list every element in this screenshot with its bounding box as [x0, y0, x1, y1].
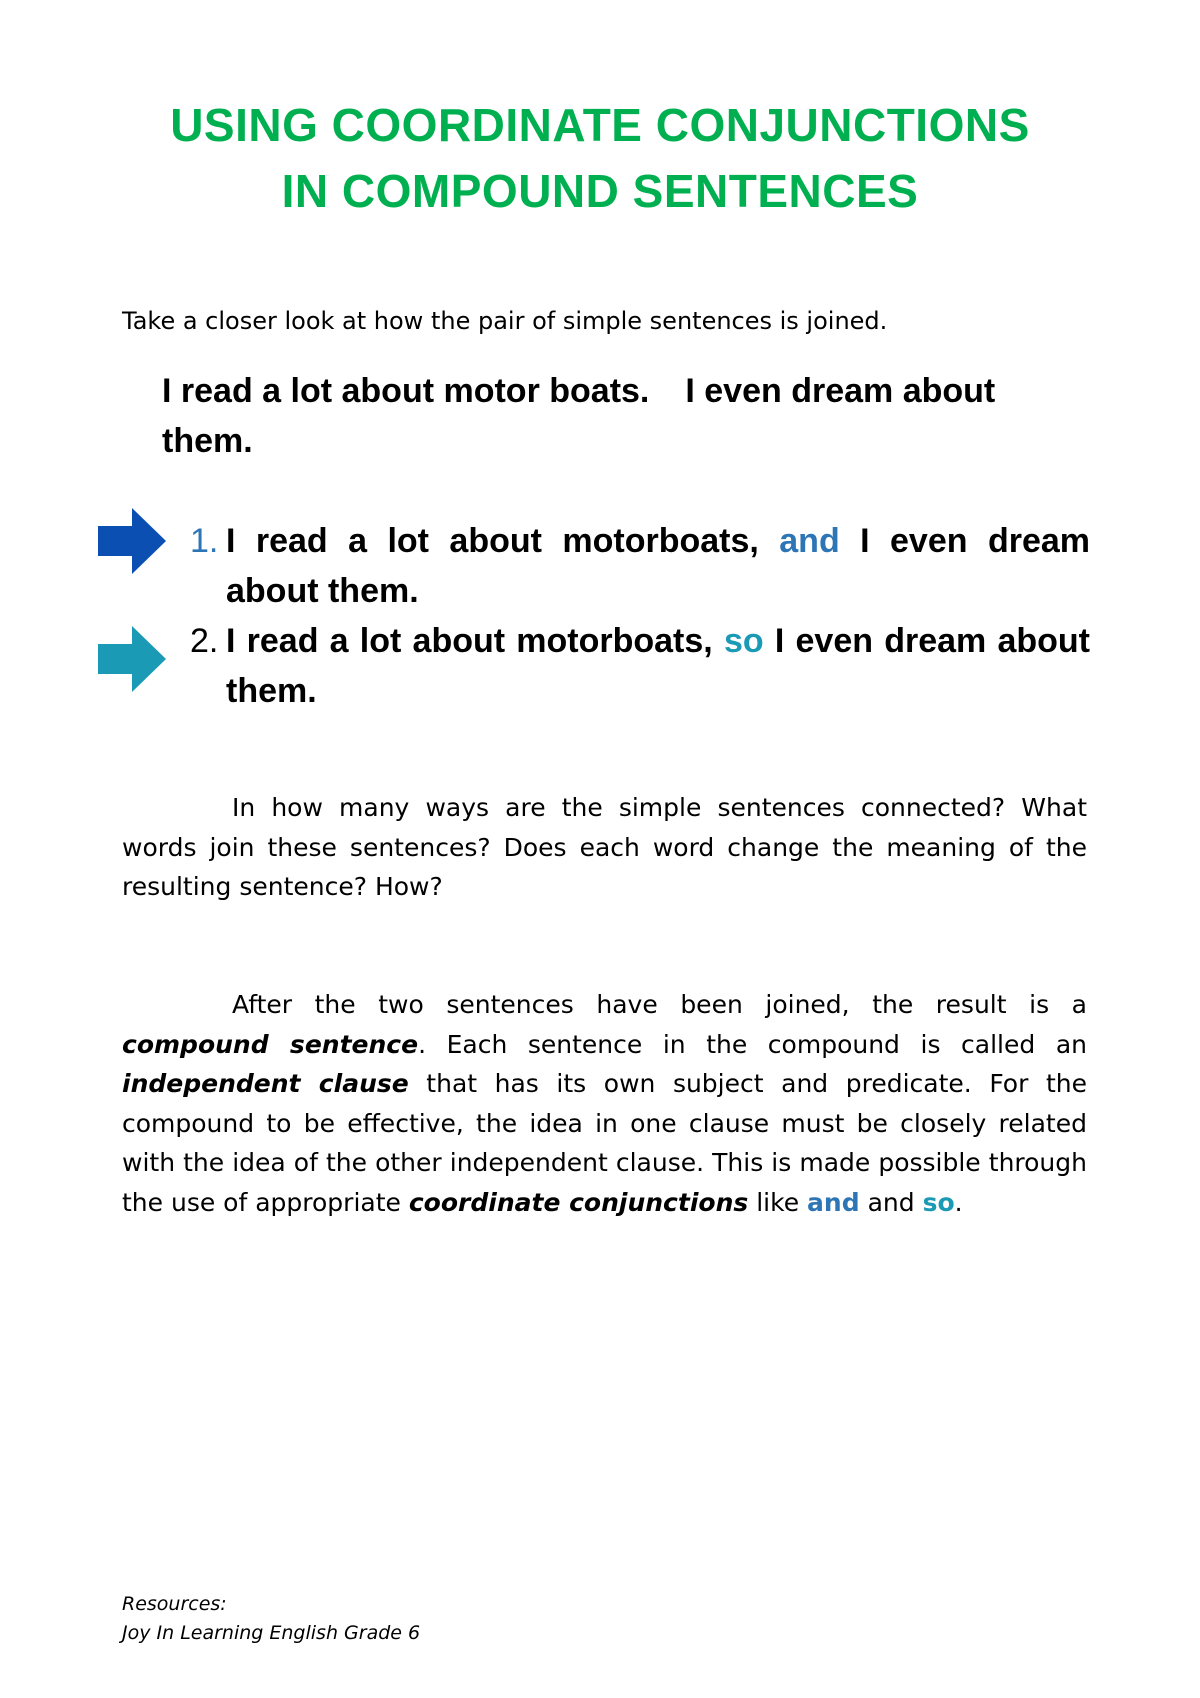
simple-sentence-1: I read a lot about motor boats. — [162, 372, 650, 410]
explanation-text: . — [954, 1187, 963, 1217]
resources-note — [122, 1590, 420, 1648]
arrow-right-icon — [98, 626, 166, 692]
term-compound-sentence: compound sentence — [122, 1029, 419, 1059]
title-line-1: USING COORDINATE CONJUNCTIONS — [170, 99, 1030, 151]
question-paragraph — [122, 788, 1087, 907]
term-independent-clause: independent clause — [122, 1069, 409, 1098]
explanation-text: and — [867, 1187, 915, 1217]
example-sentence-2 — [190, 616, 1090, 716]
explanation-text: . Each sentence in the compound is called an — [418, 1029, 1087, 1059]
question-text: In how many ways are the simple sentences connected? What words join these sentences? Does each word change the meaning of the resulting sentence? How? — [122, 793, 1087, 901]
conjunction-and: and — [779, 522, 840, 560]
explanation-paragraph — [122, 985, 1087, 1222]
example-number: 1. — [190, 522, 219, 560]
example-sentence-1 — [190, 516, 1090, 616]
term-coordinate-conjunctions: coordinate conjunctions — [408, 1187, 749, 1217]
example-after: I even dream about them. — [226, 522, 1090, 610]
arrow-right-icon — [98, 508, 166, 574]
keyword-so: so — [922, 1187, 955, 1217]
conjunction-so: so — [723, 622, 764, 660]
page-title — [0, 92, 1200, 224]
explanation-text: that has its own subject and predicate. For the compound to be effective, the idea in one clause must be closely related with the idea of the other independent clause. This is made possible through the use of appropriate — [122, 1069, 1087, 1217]
resources-label: Resources: — [122, 1593, 227, 1615]
example-number: 2. — [190, 622, 219, 660]
intro-text: Take a closer look at how the pair of simple sentences is joined. — [122, 307, 888, 335]
explanation-text: like — [756, 1187, 800, 1217]
keyword-and: and — [807, 1187, 860, 1217]
simple-sentence-2: I even dream about them. — [162, 372, 996, 460]
title-line-2: IN COMPOUND SENTENCES — [281, 165, 919, 217]
example-after: I even dream about them. — [226, 622, 1091, 710]
example-before: I read a lot about motorboats, — [226, 522, 759, 560]
explanation-text: After the two sentences have been joined, the result is a — [232, 990, 1087, 1019]
resources-source: Joy In Learning English Grade 6 — [122, 1622, 421, 1644]
simple-sentences — [162, 366, 1087, 466]
example-before: I read a lot about motorboats, — [226, 622, 713, 660]
